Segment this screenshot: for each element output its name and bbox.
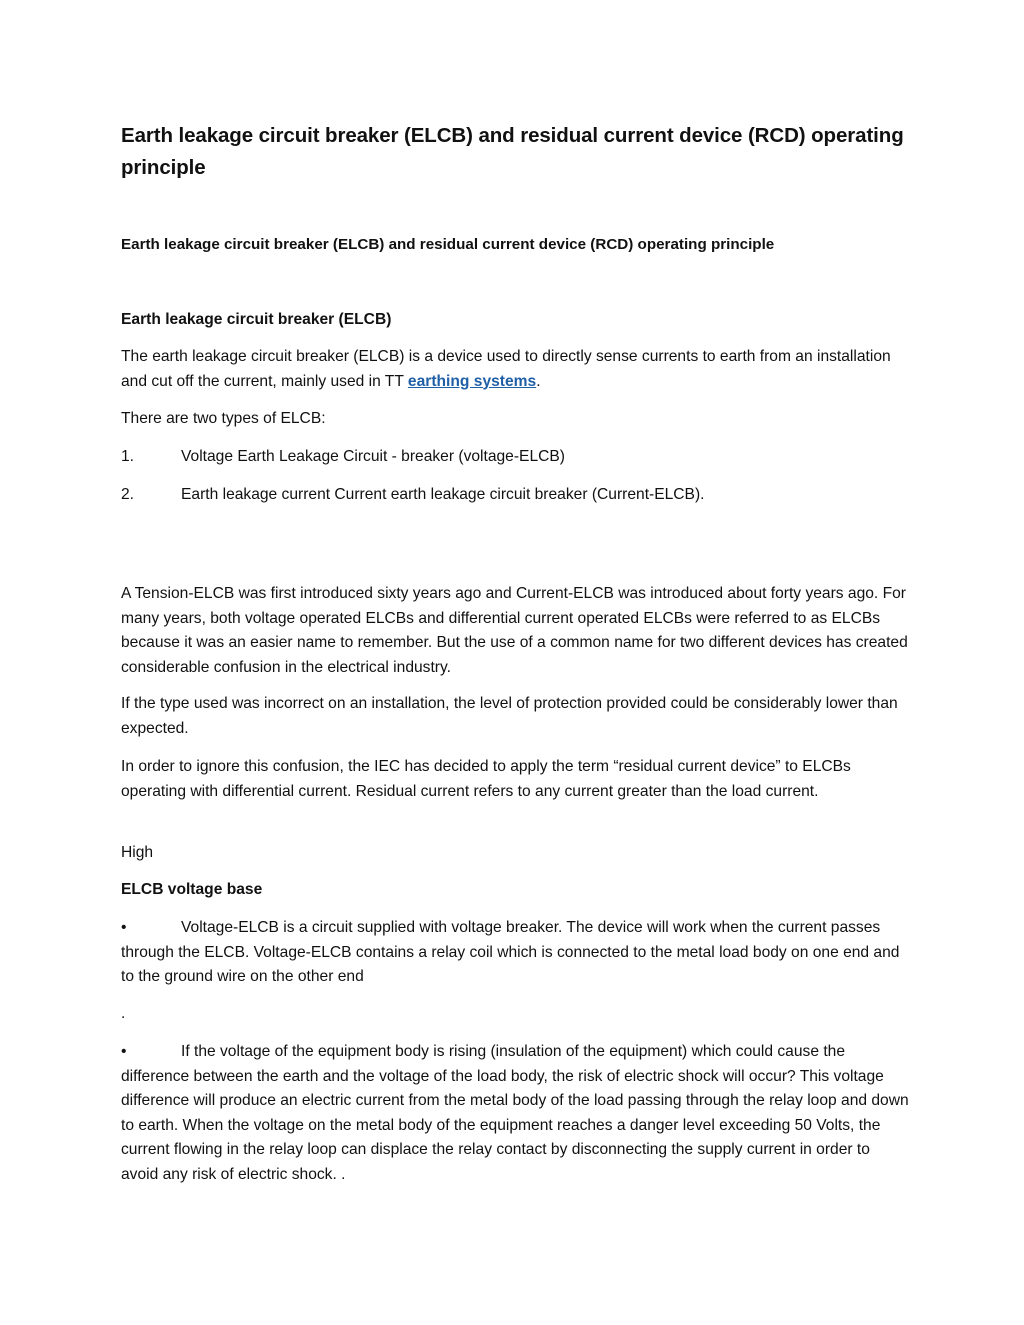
document-subtitle: Earth leakage circuit breaker (ELCB) and residual current device (RCD) operating principle xyxy=(121,236,775,253)
bullet-text: Voltage-ELCB is a circuit supplied with voltage breaker. The device will work when the current passes through the ELCB. Voltage-ELCB contains a relay coil which is connected to the metal load body on one end and to the ground wire on the other end xyxy=(121,919,900,985)
incorrect-type-paragraph: If the type used was incorrect on an installation, the level of protection provided could be considerably lower than expected. xyxy=(121,695,898,737)
intro-paragraph xyxy=(121,345,911,394)
earthing-systems-link[interactable]: earthing systems xyxy=(407,372,537,390)
bullet-marker: • xyxy=(121,1043,127,1060)
history-paragraph: A Tension-ELCB was first introduced sixty years ago and Current-ELCB was introduced about forty years ago. For many years, both voltage operated ELCBs and differential current operated ELCBs were referred to as ELCBs because it was an easier name to remember. But the use of a common name for two different devices has created considerable confusion in the electrical industry. xyxy=(121,585,908,676)
types-intro: There are two types of ELCB: xyxy=(121,410,326,427)
high-text: High xyxy=(121,844,154,861)
bullet-text: If the voltage of the equipment body is rising (insulation of the equipment) which could cause the difference between the earth and the voltage of the load body, the risk of electric shock will occur? This voltage difference will produce an electric current from the metal body of the load passing through the relay loop and down to earth. When the voltage on the metal body of the equipment reaches a danger level exceeding 50 Volts, the current flowing in the relay loop can displace the relay contact by disconnecting the supply current in order to avoid any risk of electric shock. . xyxy=(121,1043,909,1183)
intro-text: The earth leakage circuit breaker (ELCB) is a device used to directly sense currents to earth from an installation and cut off the current, mainly used in TT xyxy=(121,348,891,390)
iec-paragraph: In order to ignore this confusion, the IEC has decided to apply the term “residual current device” to ELCBs operating with differential current. Residual current refers to any current greater than the load current. xyxy=(121,758,851,800)
bullet-paragraph-voltage-elcb xyxy=(121,916,911,990)
dot-line: . xyxy=(121,1005,126,1022)
list-item xyxy=(121,483,911,508)
list-marker: 2. xyxy=(121,486,135,503)
list-marker: 1. xyxy=(121,448,135,465)
bullet-marker: • xyxy=(121,919,127,936)
section-heading-elcb: Earth leakage circuit breaker (ELCB) xyxy=(121,311,392,328)
bullet-paragraph-voltage-rising xyxy=(121,1040,911,1187)
list-item xyxy=(121,445,911,470)
document-title: Earth leakage circuit breaker (ELCB) and residual current device (RCD) operating principle xyxy=(121,124,904,179)
section-heading-elcb-voltage-base: ELCB voltage base xyxy=(121,881,263,898)
intro-end: . xyxy=(536,372,541,390)
list-item-text: Voltage Earth Leakage Circuit - breaker (voltage-ELCB) xyxy=(181,448,565,465)
list-item-text: Earth leakage current Current earth leakage circuit breaker (Current-ELCB). xyxy=(181,486,705,503)
